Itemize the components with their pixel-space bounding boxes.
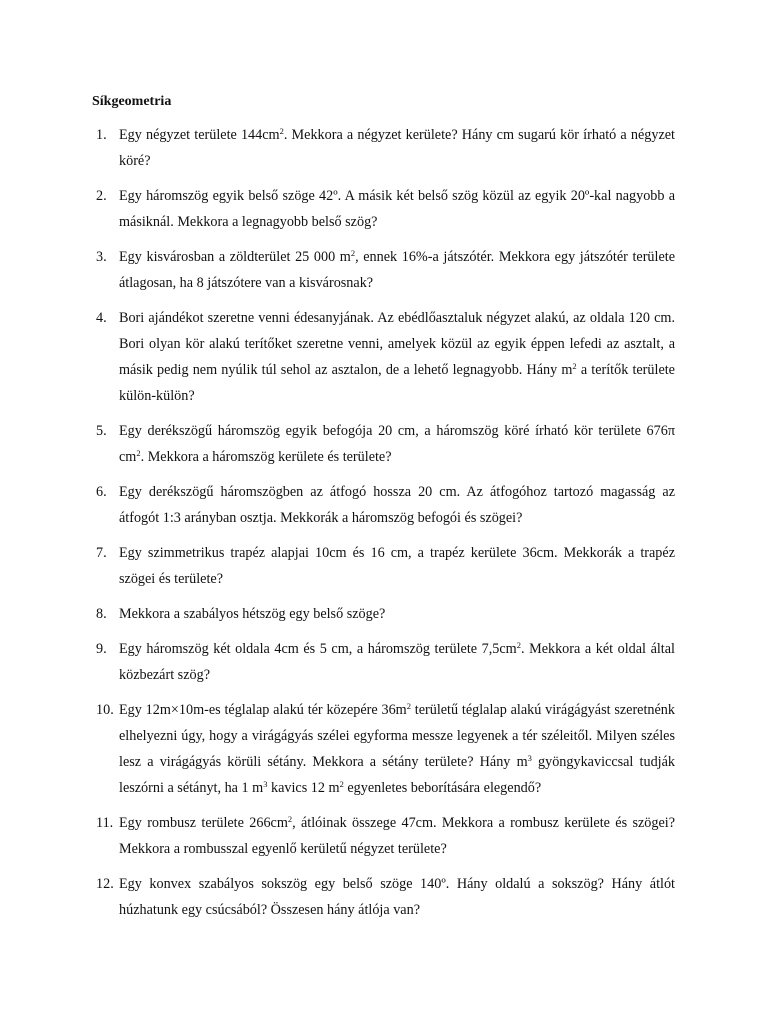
problem-number: 3. — [96, 249, 107, 265]
problem-item — [92, 810, 675, 862]
problem-item — [92, 601, 675, 627]
problem-text: Bori ajándékot szeretne venni édesanyjának. Az ebédlőasztaluk négyzet alakú, az oldala 120 cm. Bori olyan kör alakú terítőket szeretne venni, amelyek közül az egyik éppen lefedi az asztalt, a másik pedig nem nyúlik túl sehol az asztalon, de a lehető legnagyobb. Hány $m^2$ a terítők területe külön-külön? — [119, 310, 675, 404]
document-title: Síkgeometria — [92, 94, 172, 109]
problem-text: Mekkora a szabályos hétszög egy belső szöge? — [119, 606, 386, 622]
problem-text: Egy rombusz területe $266cm^2$, átlóinak összege 47cm. Mekkora a rombusz kerülete és szögei? Mekkora a rombusszal egyenlő kerületű négyzet területe? — [119, 814, 675, 857]
problem-item — [92, 479, 675, 531]
problem-list — [92, 122, 675, 923]
problem-number: 1. — [96, 127, 107, 143]
problem-item — [92, 697, 675, 801]
problem-number: 12. — [96, 876, 114, 892]
problem-text: Egy derékszögű háromszögben az átfogó hossza 20 cm. Az átfogóhoz tartozó magasság az átfogót 1:3 arányban osztja. Mekkorák a háromszög befogói és szögei? — [119, 484, 675, 526]
problem-item — [92, 636, 675, 688]
problem-text: Egy szimmetrikus trapéz alapjai 10cm és 16 cm, a trapéz kerülete 36cm. Mekkorák a trapéz szögei és területe? — [119, 545, 675, 587]
problem-text: Egy háromszög két oldala 4cm és 5 cm, a háromszög területe $7,5cm^2$. Mekkora a két oldal által közbezárt szög? — [119, 640, 675, 683]
problem-text: Egy háromszög egyik belső szöge 42º. A másik két belső szög közül az egyik 20º-kal nagyobb a másiknál. Mekkora a legnagyobb belső szög? — [119, 188, 675, 230]
problem-item — [92, 305, 675, 409]
problem-number: 7. — [96, 545, 107, 561]
problem-number: 6. — [96, 484, 107, 500]
problem-item — [92, 418, 675, 470]
problem-number: 9. — [96, 641, 107, 657]
problem-text: Egy 12m×10m-es téglalap alakú tér közepére $36m^2$ területű téglalap alakú virágágyást szeretnénk elhelyezni úgy, hogy a virágágyás szélei egyforma messze legyenek a tér széleitől. Milyen széles lesz a virágágyás körüli sétány. Mekkora a sétány területe? Hány $m^3$ gyöngykaviccsal tudják leszórni a sétányt, ha 1 $m^3$ kavics 12 $m^2$ egyenletes beborítására elegendő? — [119, 701, 676, 796]
problem-item — [92, 183, 675, 235]
problem-item — [92, 871, 675, 923]
problem-text: Egy négyzet területe $144cm^2$. Mekkora a négyzet kerülete? Hány cm sugarú kör írható a négyzet köré? — [119, 126, 675, 169]
problem-number: 10. — [96, 702, 114, 718]
problem-item — [92, 122, 675, 174]
problem-number: 8. — [96, 606, 107, 622]
problem-number: 2. — [96, 188, 107, 204]
problem-number: 4. — [96, 310, 107, 326]
problem-number: 11. — [96, 815, 114, 831]
problem-item — [92, 540, 675, 592]
problem-item — [92, 244, 675, 296]
problem-text: Egy konvex szabályos sokszög egy belső szöge 140º. Hány oldalú a sokszög? Hány átlót húzhatunk egy csúcsából? Összesen hány átlója van? — [119, 876, 675, 918]
problem-number: 5. — [96, 423, 107, 439]
problem-text: Egy kisvárosban a zöldterület 25 000 $m^2$, ennek 16%-a játszótér. Mekkora egy játszótér területe átlagosan, ha 8 játszótere van a kisvárosnak? — [119, 248, 675, 291]
problem-text: Egy derékszögű háromszög egyik befogója 20 cm, a háromszög köré írható kör területe 676π $cm^2$. Mekkora a háromszög kerülete és területe? — [119, 423, 675, 465]
